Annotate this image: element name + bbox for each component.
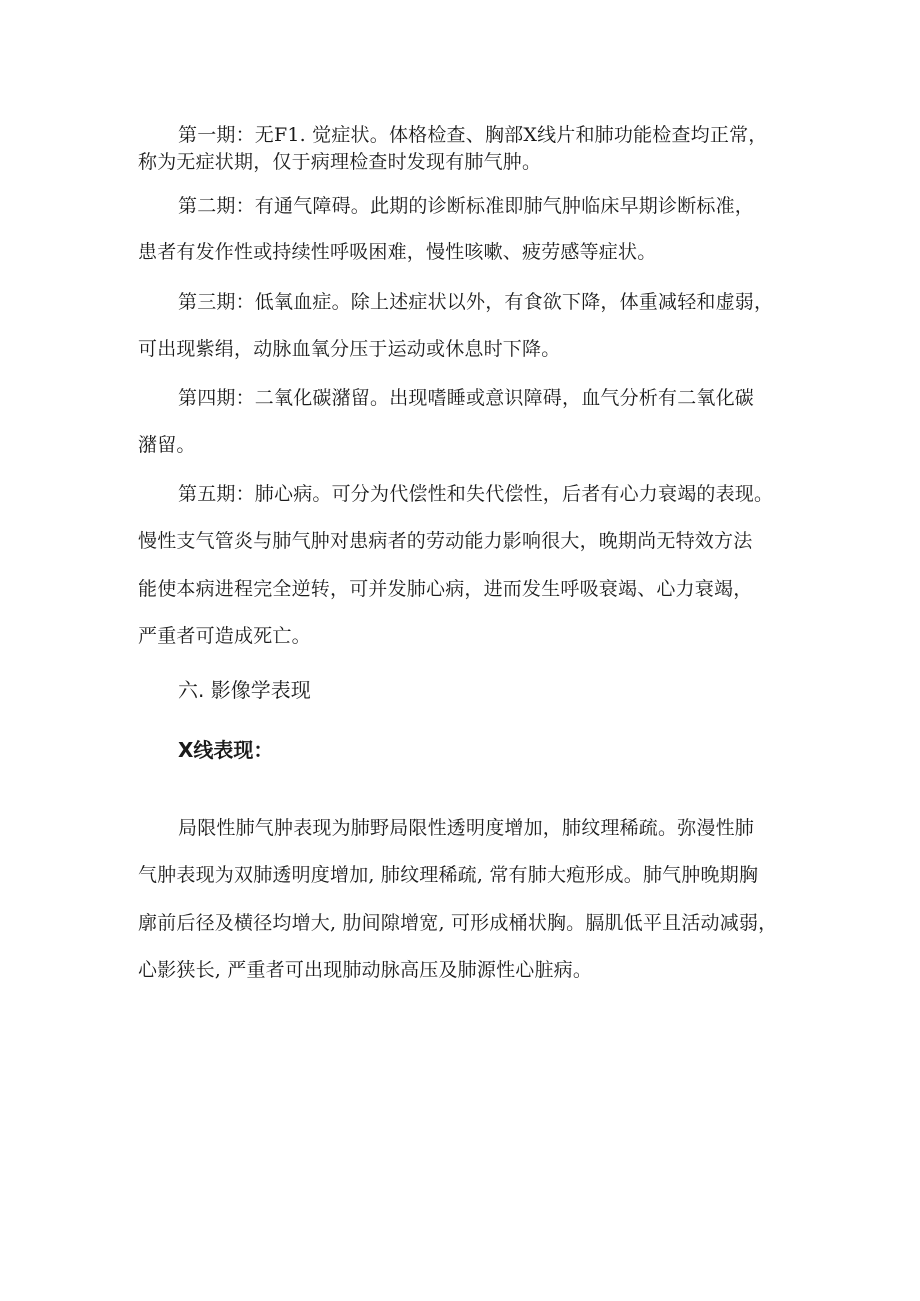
xray-line-1: 局限性肺气肿表现为肺野局限性透明度增加，肺纹理稀疏。弥漫性肺 — [178, 817, 755, 839]
stage-1-line-2: 称为无症状期，仅于病理检查时发现有肺气肿。 — [138, 151, 542, 173]
xray-line-2: 气肿表现为双肺透明度增加, 肺纹理稀疏, 常有肺大疱形成。肺气肿晚期胸 — [138, 864, 759, 886]
stage-5-line-3: 能使本病进程完全逆转，可并发肺心病，进而发生呼吸衰竭、心力衰竭， — [138, 578, 753, 600]
stage-5-line-4: 严重者可造成死亡。 — [138, 625, 311, 647]
stage-2-line-1: 第二期：有通气障碍。此期的诊断标准即肺气肿临床早期诊断标准， — [178, 195, 755, 217]
stage-3-line-2: 可出现紫绢，动脉血氧分压于运动或休息时下降。 — [138, 338, 561, 360]
stage-4-line-1: 第四期：二氧化碳潴留。出现嗜睡或意识障碍，血气分析有二氧化碳 — [178, 387, 755, 409]
stage-5-line-2: 慢性支气管炎与肺气肿对患病者的劳动能力影响很大，晚期尚无特效方法 — [138, 530, 753, 552]
stage-2-line-2: 患者有发作性或持续性呼吸困难，慢性咳嗽、疲劳感等症状。 — [138, 241, 657, 263]
section-heading: 六. 影像学表现 — [178, 678, 311, 702]
xray-line-4: 心影狭长, 严重者可出现肺动脉高压及肺源性心脏病。 — [138, 959, 593, 981]
stage-3-line-1: 第三期：低氧血症。除上述症状以外，有食欲下降，体重减轻和虚弱， — [178, 291, 774, 313]
stage-4-line-2: 潴留。 — [138, 434, 196, 456]
stage-5-line-1: 第五期：肺心病。可分为代偿性和失代偿性，后者有心力衰竭的表现。 — [178, 483, 774, 505]
stage-1-line-1: 第一期：无F1. 觉症状。体格检查、胸部X线片和肺功能检查均正常， — [178, 124, 768, 146]
xray-line-3: 廓前后径及横径均增大, 肋间隙增宽, 可形成桶状胸。膈肌低平且活动减弱， — [138, 912, 778, 934]
xray-subheading: X线表现： — [178, 738, 274, 762]
